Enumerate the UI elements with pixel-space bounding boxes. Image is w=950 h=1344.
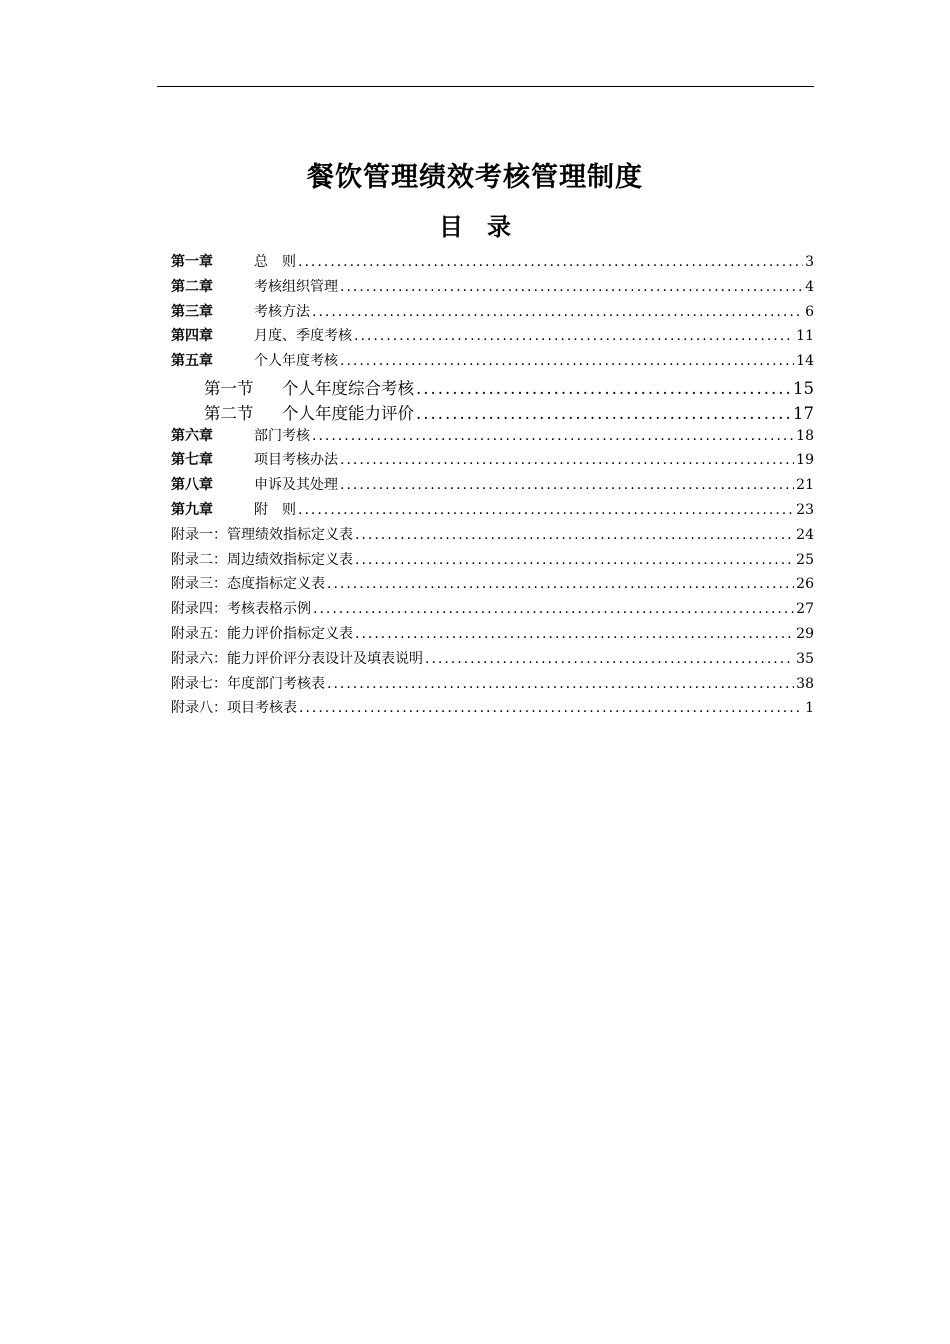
toc-leader — [340, 353, 794, 369]
toc-heading: 目 录 — [439, 212, 511, 241]
toc-text: 考核组织管理 — [254, 278, 338, 295]
toc-page: 18 — [796, 427, 814, 444]
toc-leader — [355, 527, 794, 543]
toc-page: 25 — [796, 551, 814, 568]
toc-entry[interactable] — [171, 474, 814, 499]
toc-entry[interactable] — [171, 425, 814, 450]
toc-entry[interactable] — [171, 449, 814, 474]
toc-text: 考核方法 — [254, 303, 310, 320]
toc-page: 4 — [805, 278, 814, 295]
toc-entry-appendix[interactable] — [171, 673, 814, 698]
toc-entry-appendix[interactable] — [171, 623, 814, 648]
toc-leader — [298, 254, 803, 270]
header-rule — [157, 86, 814, 87]
document-title: 餐饮管理绩效考核管理制度 — [307, 162, 643, 193]
toc-chapter: 第九章 — [171, 501, 213, 518]
toc-leader — [327, 676, 794, 692]
toc-leader — [416, 379, 791, 398]
toc-text: 附录二：周边绩效指标定义表 — [171, 551, 353, 568]
toc-leader — [298, 502, 794, 518]
toc-entry-appendix[interactable] — [171, 648, 814, 673]
toc-page: 24 — [796, 526, 814, 543]
toc-page: 35 — [796, 650, 814, 667]
toc-page: 15 — [793, 378, 814, 398]
toc-text: 附录五：能力评价指标定义表 — [171, 625, 353, 642]
toc-text: 个人年度考核 — [254, 353, 338, 370]
toc-entry-appendix[interactable] — [171, 524, 814, 549]
toc-page: 17 — [793, 403, 814, 423]
toc-page: 26 — [796, 576, 814, 593]
toc-text: 附录八：项目考核表 — [171, 700, 297, 717]
toc-leader — [355, 552, 794, 568]
toc-chapter: 第五章 — [171, 353, 213, 370]
toc-page: 29 — [796, 625, 814, 642]
toc-page: 27 — [796, 601, 814, 618]
toc-entry-appendix[interactable] — [171, 598, 814, 623]
toc-page: 6 — [805, 303, 814, 320]
toc-leader — [340, 452, 794, 468]
toc-chapter: 第三章 — [171, 303, 213, 320]
toc-leader — [299, 700, 803, 716]
toc-page: 38 — [796, 675, 814, 692]
toc-entry[interactable] — [171, 276, 814, 301]
toc-text: 个人年度能力评价 — [282, 403, 414, 423]
toc-leader — [313, 601, 794, 617]
toc-entry[interactable] — [171, 499, 814, 524]
toc-entry[interactable] — [171, 350, 814, 375]
toc-leader — [355, 626, 794, 642]
toc-page: 19 — [796, 452, 814, 469]
toc-text: 附录一：管理绩效指标定义表 — [171, 526, 353, 543]
toc-entry-appendix[interactable] — [171, 573, 814, 598]
toc-entry[interactable] — [171, 325, 814, 350]
toc-text: 附 则 — [254, 501, 296, 518]
toc-text: 个人年度综合考核 — [282, 378, 414, 398]
toc-chapter: 第一章 — [171, 254, 213, 270]
toc-chapter: 第四章 — [171, 328, 213, 345]
toc-text: 总 则 — [254, 254, 296, 270]
toc-page: 3 — [805, 254, 814, 270]
toc-chapter: 第八章 — [171, 477, 213, 494]
toc-leader — [416, 404, 791, 423]
toc-leader — [425, 651, 794, 667]
toc-section-number: 第一节 — [204, 378, 254, 398]
toc-entry-section[interactable] — [171, 375, 814, 400]
toc-page: 21 — [796, 477, 814, 494]
table-of-contents — [171, 251, 814, 722]
toc-entry[interactable] — [171, 301, 814, 326]
toc-leader — [312, 304, 803, 320]
toc-leader — [354, 328, 794, 344]
toc-text: 附录四：考核表格示例 — [171, 601, 311, 618]
toc-text: 附录三：态度指标定义表 — [171, 576, 325, 593]
toc-leader — [340, 477, 794, 493]
toc-text: 附录七：年度部门考核表 — [171, 675, 325, 692]
toc-page: 11 — [796, 328, 814, 345]
toc-text: 申诉及其处理 — [254, 477, 338, 494]
toc-leader — [340, 279, 803, 295]
toc-chapter: 第六章 — [171, 427, 213, 444]
toc-leader — [327, 576, 794, 592]
toc-text: 部门考核 — [254, 427, 310, 444]
toc-page: 1 — [805, 700, 814, 717]
toc-entry-section[interactable] — [171, 400, 814, 425]
toc-text: 附录六：能力评价评分表设计及填表说明 — [171, 650, 423, 667]
toc-text: 月度、季度考核 — [254, 328, 352, 345]
toc-page: 23 — [796, 501, 814, 518]
toc-entry-appendix[interactable] — [171, 549, 814, 574]
toc-text: 项目考核办法 — [254, 452, 338, 469]
toc-entry[interactable] — [171, 251, 814, 276]
toc-page: 14 — [796, 353, 814, 370]
toc-chapter: 第二章 — [171, 278, 213, 295]
toc-chapter: 第七章 — [171, 452, 213, 469]
toc-entry-appendix[interactable] — [171, 697, 814, 722]
toc-leader — [312, 428, 794, 444]
toc-section-number: 第二节 — [204, 403, 254, 423]
